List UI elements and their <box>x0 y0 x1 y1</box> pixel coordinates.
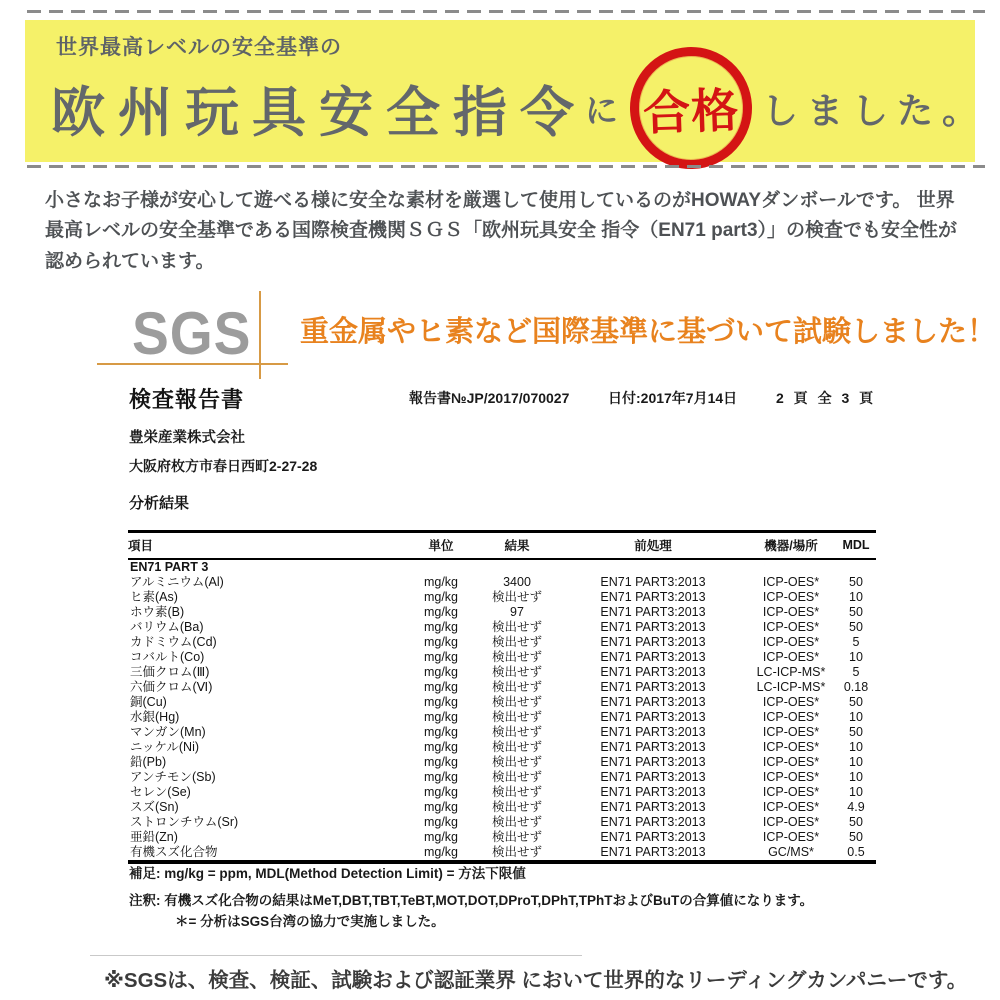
table-cell: スズ(Sn) <box>130 800 179 814</box>
table-cell: コバルト(Co) <box>130 650 205 664</box>
table-cell: EN71 PART3:2013 <box>600 680 706 694</box>
table-cell: mg/kg <box>423 770 459 784</box>
banner-main-row <box>51 56 988 160</box>
table-cell: mg/kg <box>423 635 459 649</box>
table-cell: mg/kg <box>423 665 459 679</box>
table-cell: EN71 PART3:2013 <box>600 740 706 754</box>
supplement-note: 補足: mg/kg = ppm, MDL(Method Detection Limit) = 方法下限値 <box>129 866 526 881</box>
table-cell: 50 <box>849 605 863 619</box>
table-cell: LC-ICP-MS* <box>756 680 826 694</box>
table-cell: 10 <box>849 590 863 604</box>
table-cell: mg/kg <box>423 755 459 769</box>
table-row <box>128 845 876 862</box>
table-cell: 10 <box>849 755 863 769</box>
table-cell: 0.5 <box>847 845 865 859</box>
table-cell: ICP-OES* <box>762 770 820 784</box>
table-row <box>128 680 876 695</box>
table-row <box>128 710 876 725</box>
table-cell: 有機スズ化合物 <box>130 845 218 859</box>
table-cell: mg/kg <box>423 620 459 634</box>
pass-stamp-icon <box>627 44 755 172</box>
table-cell: 検出せず <box>491 695 542 709</box>
annotation-note <box>129 891 813 933</box>
table-cell: 検出せず <box>491 710 542 724</box>
table-cell: EN71 PART3:2013 <box>600 755 706 769</box>
table-cell: 検出せず <box>491 620 542 634</box>
table-cell: ICP-OES* <box>762 605 820 619</box>
table-cell: 検出せず <box>491 590 542 604</box>
table-cell: 50 <box>849 620 863 634</box>
analysis-section-title: 分析結果 <box>129 495 190 512</box>
table-cell: EN71 PART3:2013 <box>600 770 706 784</box>
header-mdl: MDL <box>836 532 876 560</box>
table-cell: ホウ素(B) <box>130 605 185 619</box>
table-row <box>128 695 876 710</box>
top-dashed-divider <box>27 10 985 13</box>
sgs-logo: SGS <box>132 300 252 367</box>
table-cell: EN71 PART3:2013 <box>600 575 706 589</box>
table-cell: mg/kg <box>423 845 459 859</box>
table-cell: ICP-OES* <box>762 755 820 769</box>
table-cell: 10 <box>849 740 863 754</box>
report-address: 大阪府枚方市春日西町2-27-28 <box>129 458 318 474</box>
footer-divider <box>90 955 582 956</box>
table-row <box>128 725 876 740</box>
table-cell: 銅(Cu) <box>130 695 167 709</box>
table-cell: EN71 PART3:2013 <box>600 800 706 814</box>
table-cell: EN71 PART3:2013 <box>600 830 706 844</box>
table-row <box>128 575 876 590</box>
table-cell: mg/kg <box>423 605 459 619</box>
table-cell: 10 <box>849 770 863 784</box>
footer-note: ※SGSは、検査、検証、試験および認証業界 において世界的なリーディングカンパニーです。 <box>104 969 968 992</box>
table-row <box>128 665 876 680</box>
table-cell: ICP-OES* <box>762 830 820 844</box>
table-cell: 検出せず <box>491 725 542 739</box>
table-cell: ICP-OES* <box>762 590 820 604</box>
table-cell: mg/kg <box>423 830 459 844</box>
table-cell: 検出せず <box>491 845 542 859</box>
table-cell: EN71 PART3:2013 <box>600 815 706 829</box>
table-cell: ICP-OES* <box>762 785 820 799</box>
table-cell: mg/kg <box>423 575 459 589</box>
table-cell: ICP-OES* <box>762 710 820 724</box>
table-cell: EN71 PART3:2013 <box>600 725 706 739</box>
annotation-line-2: ＊= 分析はSGS台湾の協力で実施しました。 <box>175 913 445 929</box>
table-row <box>128 755 876 770</box>
table-cell: mg/kg <box>423 710 459 724</box>
table-cell: ICP-OES* <box>762 620 820 634</box>
header-instrument: 機器/場所 <box>746 532 836 560</box>
banner-particle: に <box>585 91 618 129</box>
table-cell: 50 <box>849 815 863 829</box>
table-cell: mg/kg <box>423 650 459 664</box>
table-cell: セレン(Se) <box>130 785 191 799</box>
table-cell: 50 <box>849 725 863 739</box>
table-row <box>128 620 876 635</box>
table-cell: 検出せず <box>491 770 542 784</box>
table-cell: 50 <box>849 830 863 844</box>
banner-suffix: しました。 <box>762 89 988 131</box>
table-cell: EN71 PART3:2013 <box>600 695 706 709</box>
pass-stamp-label: 合格 <box>642 82 741 140</box>
table-cell: 六価クロム(Ⅵ) <box>130 680 213 694</box>
table-cell: 3400 <box>503 575 531 589</box>
table-cell: ストロンチウム(Sr) <box>130 815 239 829</box>
table-cell: GC/MS* <box>768 845 814 859</box>
table-row <box>128 590 876 605</box>
report-pages: 2 頁 全 3 頁 <box>776 390 877 406</box>
table-cell: ICP-OES* <box>762 815 820 829</box>
table-section-row <box>128 559 876 575</box>
table-cell: ニッケル(Ni) <box>130 740 200 754</box>
table-cell: 50 <box>849 575 863 589</box>
table-cell: 0.18 <box>843 680 869 694</box>
table-row <box>128 800 876 815</box>
intro-paragraph: 小さなお子様が安心して遊べる様に安全な素材を厳選して使用しているのがHOWAYダンボールです。 世界最高レベルの安全基準である国際検査機関ＳＧＳ「欧州玩具安全 指令（EN71 part3）」の検査でも安全性が認められています。 <box>45 190 958 272</box>
table-row <box>128 605 876 620</box>
table-cell: 検出せず <box>491 740 542 754</box>
table-cell: ICP-OES* <box>762 650 820 664</box>
sgs-headline: 重金属やヒ素など国際基準に基づいて試験しました！ <box>300 316 997 348</box>
table-body <box>128 559 876 862</box>
banner-title: 欧州玩具安全指令 <box>51 82 587 143</box>
table-cell: mg/kg <box>423 680 459 694</box>
table-cell: LC-ICP-MS* <box>756 665 826 679</box>
table-cell: mg/kg <box>423 800 459 814</box>
analysis-results-table <box>128 530 876 864</box>
table-cell: 10 <box>849 785 863 799</box>
table-cell: mg/kg <box>423 590 459 604</box>
header-result: 結果 <box>474 532 560 560</box>
table-row <box>128 650 876 665</box>
table-row <box>128 740 876 755</box>
table-cell: 検出せず <box>491 815 542 829</box>
table-cell: 検出せず <box>491 755 542 769</box>
table-cell: 検出せず <box>491 785 542 799</box>
table-cell: 検出せず <box>491 650 542 664</box>
table-cell: ICP-OES* <box>762 800 820 814</box>
pass-banner <box>25 20 988 162</box>
table-cell: mg/kg <box>423 815 459 829</box>
table-row <box>128 830 876 845</box>
bottom-dashed-divider <box>27 165 985 168</box>
table-cell: 検出せず <box>491 830 542 844</box>
table-cell: EN71 PART3:2013 <box>600 710 706 724</box>
banner-subtitle: 世界最高レベルの安全基準の <box>56 36 342 59</box>
table-cell: 検出せず <box>491 665 542 679</box>
header-item: 項目 <box>128 532 408 560</box>
header-unit: 単位 <box>408 532 474 560</box>
sgs-logo-vertical-line <box>259 291 261 379</box>
report-number: 報告書№JP/2017/070027 <box>409 390 570 406</box>
table-cell: EN71 PART3:2013 <box>600 590 706 604</box>
table-cell: 検出せず <box>491 635 542 649</box>
table-cell: 4.9 <box>847 800 865 814</box>
table-cell: 97 <box>510 605 524 619</box>
table-cell: mg/kg <box>423 785 459 799</box>
table-cell: 10 <box>849 650 863 664</box>
report-title: 検査報告書 <box>129 387 245 412</box>
table-cell: ICP-OES* <box>762 635 820 649</box>
table-section-label: EN71 PART 3 <box>130 560 209 574</box>
table-row <box>128 635 876 650</box>
table-cell: 10 <box>849 710 863 724</box>
table-row <box>128 770 876 785</box>
table-cell: 5 <box>852 635 860 649</box>
table-cell: 5 <box>852 665 860 679</box>
annotation-line-1: 注釈: 有機スズ化合物の結果はMeT,DBT,TBT,TeBT,MOT,DOT,DProT,DPhT,TPhTおよびBuTの合算値になります。 <box>129 893 814 908</box>
table-cell: mg/kg <box>423 725 459 739</box>
table-cell: 検出せず <box>491 800 542 814</box>
table-cell: mg/kg <box>423 740 459 754</box>
table-cell: ICP-OES* <box>762 740 820 754</box>
table-cell: 水銀(Hg) <box>130 710 180 724</box>
table-cell: アンチモン(Sb) <box>130 770 216 784</box>
table-cell: EN71 PART3:2013 <box>600 785 706 799</box>
table-cell: ICP-OES* <box>762 575 820 589</box>
table-cell: アルミニウム(Al) <box>130 575 224 589</box>
table-cell: EN71 PART3:2013 <box>600 635 706 649</box>
table-cell: EN71 PART3:2013 <box>600 845 706 859</box>
table-cell: EN71 PART3:2013 <box>600 650 706 664</box>
table-cell: ICP-OES* <box>762 695 820 709</box>
table-cell: 三価クロム(Ⅲ) <box>130 665 210 679</box>
table-cell: カドミウム(Cd) <box>130 635 217 649</box>
report-date: 日付:2017年7月14日 <box>608 390 738 406</box>
table-cell: EN71 PART3:2013 <box>600 620 706 634</box>
table-cell: 50 <box>849 695 863 709</box>
table-row <box>128 785 876 800</box>
table-cell: バリウム(Ba) <box>130 620 204 634</box>
header-pretreatment: 前処理 <box>560 532 746 560</box>
table-cell: EN71 PART3:2013 <box>600 665 706 679</box>
table-cell: 鉛(Pb) <box>130 755 167 769</box>
table-header <box>128 532 876 560</box>
table-cell: マンガン(Mn) <box>130 725 206 739</box>
table-cell: 亜鉛(Zn) <box>130 830 178 844</box>
table-cell: ヒ素(As) <box>130 590 178 604</box>
report-company: 豊栄産業株式会社 <box>129 430 245 446</box>
table-cell: mg/kg <box>423 695 459 709</box>
table-row <box>128 815 876 830</box>
table-cell: EN71 PART3:2013 <box>600 605 706 619</box>
table-cell: ICP-OES* <box>762 725 820 739</box>
table-cell: 検出せず <box>491 680 542 694</box>
